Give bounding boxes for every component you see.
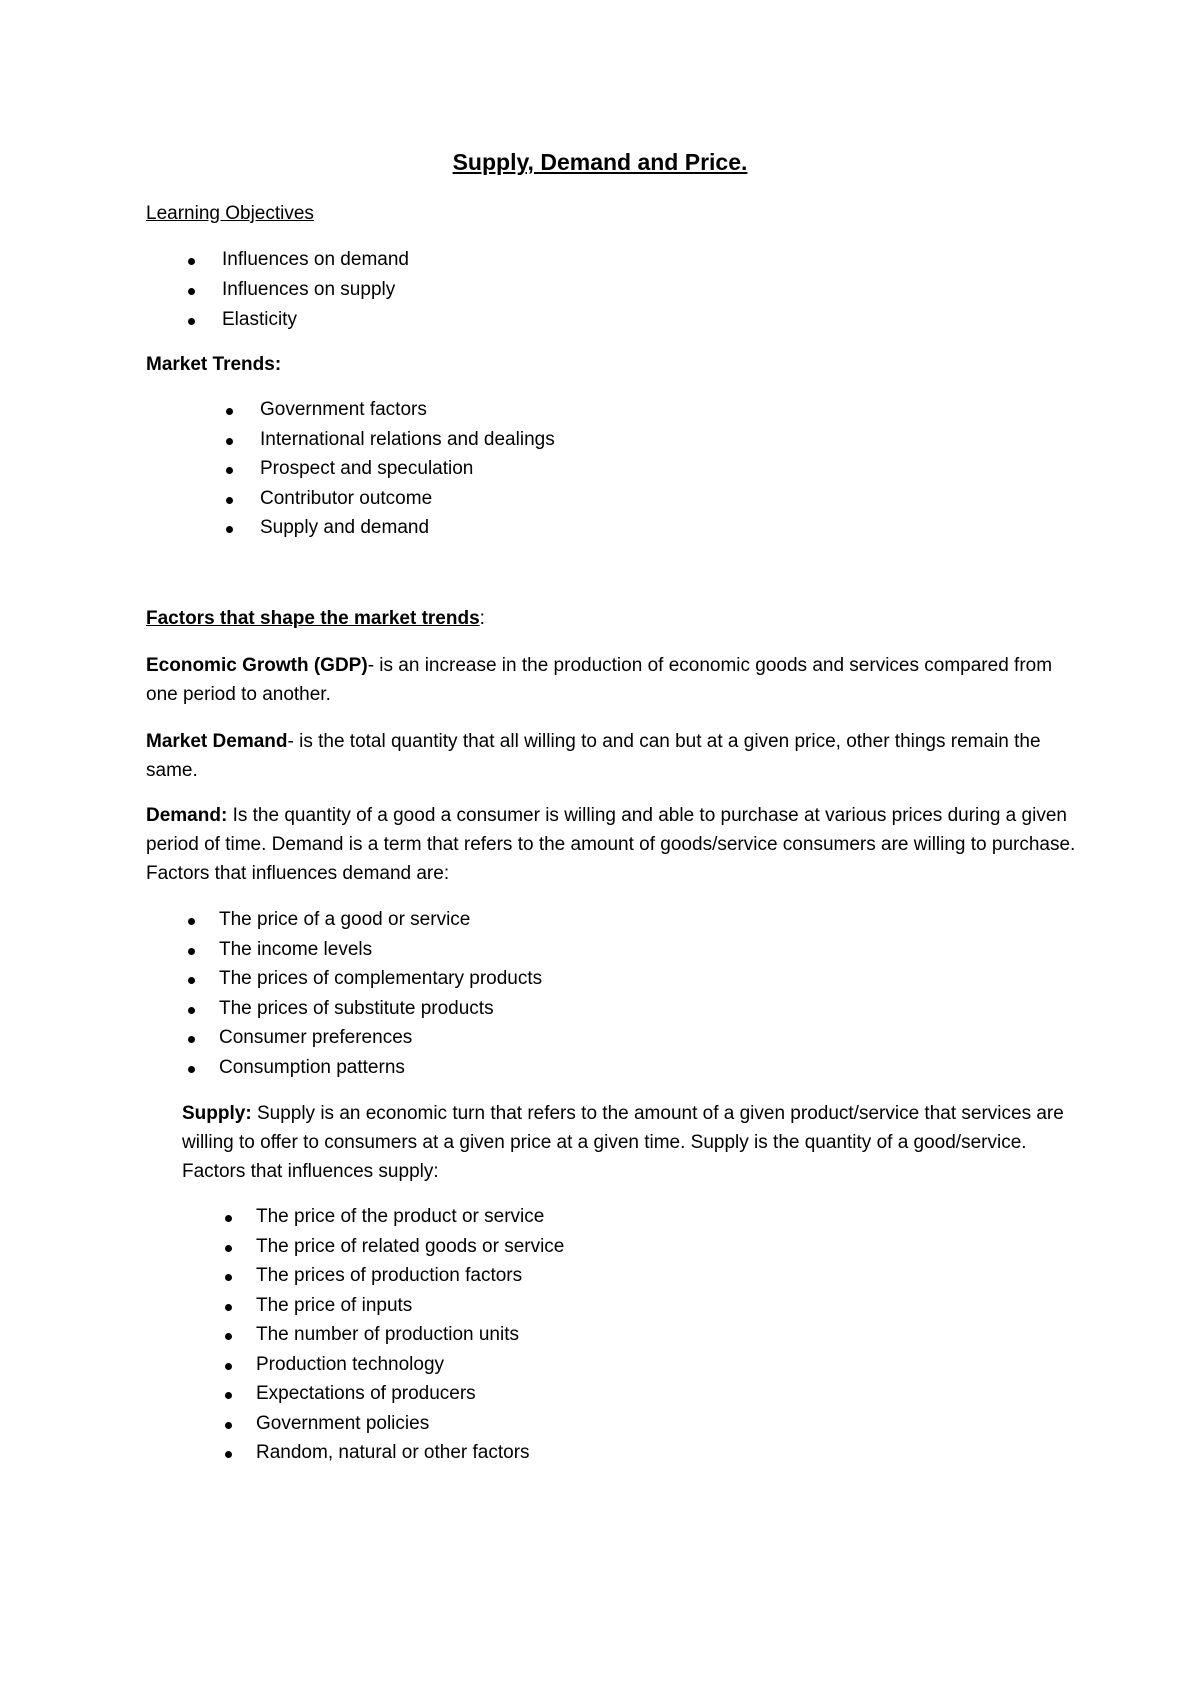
list-item: Prospect and speculation bbox=[260, 457, 555, 487]
bullet-icon bbox=[225, 1215, 232, 1222]
demand-term: Demand: bbox=[146, 805, 228, 826]
list-item: Random, natural or other factors bbox=[256, 1441, 564, 1471]
bullet-icon bbox=[188, 258, 195, 265]
list-item: The price of related goods or service bbox=[256, 1235, 564, 1265]
market-demand-term: Market Demand bbox=[146, 731, 288, 752]
list-item: The number of production units bbox=[256, 1323, 564, 1353]
economic-growth-term: Economic Growth (GDP) bbox=[146, 655, 368, 676]
supply-paragraph: Supply: Supply is an economic turn that refers to the amount of a given product/service that services are willing to offer to consumers at a given price at a given time. Supply is the quantity of a good/service. Factors that influences supply: bbox=[182, 1103, 1064, 1182]
list-item: The price of the product or service bbox=[256, 1205, 564, 1235]
market-trends-heading: Market Trends: bbox=[146, 354, 282, 375]
list-item: Government factors bbox=[260, 398, 555, 428]
bullet-icon bbox=[188, 1036, 195, 1043]
market-demand-paragraph: Market Demand- is the total quantity that all willing to and can but at a given price, other things remain the same. bbox=[146, 731, 1041, 781]
list-item: Production technology bbox=[256, 1353, 564, 1383]
market-trends-list bbox=[260, 398, 555, 546]
demand-factors-list bbox=[219, 908, 542, 1085]
page-title: Supply, Demand and Price. bbox=[452, 149, 748, 175]
learning-objectives-heading: Learning Objectives bbox=[146, 203, 314, 224]
supply-term: Supply: bbox=[182, 1103, 252, 1124]
bullet-icon bbox=[225, 1422, 232, 1429]
bullet-icon bbox=[226, 526, 233, 533]
bullet-icon bbox=[225, 1451, 232, 1458]
bullet-icon bbox=[188, 1007, 195, 1014]
bullet-icon bbox=[188, 318, 195, 325]
demand-paragraph: Demand: Is the quantity of a good a consumer is willing and able to purchase at various prices during a given period of time. Demand is a term that refers to the amount of goods/service consumers are willing to purchase. Factors that influences demand are: bbox=[146, 805, 1076, 884]
economic-growth-paragraph: Economic Growth (GDP)- is an increase in the production of economic goods and services compared from one period to another. bbox=[146, 655, 1053, 705]
list-item: Consumer preferences bbox=[219, 1026, 542, 1056]
bullet-icon bbox=[226, 408, 233, 415]
bullet-icon bbox=[225, 1392, 232, 1399]
bullet-icon bbox=[188, 977, 195, 984]
bullet-icon bbox=[225, 1245, 232, 1252]
bullet-icon bbox=[226, 467, 233, 474]
factors-heading: Factors that shape the market trends: bbox=[146, 608, 485, 629]
list-item: The price of inputs bbox=[256, 1294, 564, 1324]
list-item: The prices of complementary products bbox=[219, 967, 542, 997]
supply-factors-list bbox=[256, 1205, 564, 1471]
list-item: Influences on supply bbox=[222, 278, 409, 308]
bullet-icon bbox=[188, 288, 195, 295]
list-item: Government policies bbox=[256, 1412, 564, 1442]
bullet-icon bbox=[225, 1333, 232, 1340]
list-item: Supply and demand bbox=[260, 516, 555, 546]
list-item: The prices of substitute products bbox=[219, 997, 542, 1027]
bullet-icon bbox=[188, 918, 195, 925]
bullet-icon bbox=[188, 948, 195, 955]
list-item: Elasticity bbox=[222, 308, 409, 338]
list-item: Expectations of producers bbox=[256, 1382, 564, 1412]
list-item: The price of a good or service bbox=[219, 908, 542, 938]
list-item: Consumption patterns bbox=[219, 1056, 542, 1086]
list-item: Influences on demand bbox=[222, 248, 409, 278]
bullet-icon bbox=[225, 1304, 232, 1311]
bullet-icon bbox=[225, 1363, 232, 1370]
list-item: The prices of production factors bbox=[256, 1264, 564, 1294]
bullet-icon bbox=[188, 1066, 195, 1073]
bullet-icon bbox=[225, 1274, 232, 1281]
bullet-icon bbox=[226, 497, 233, 504]
list-item: The income levels bbox=[219, 938, 542, 968]
learning-objectives-list bbox=[222, 248, 409, 338]
list-item: International relations and dealings bbox=[260, 428, 555, 458]
list-item: Contributor outcome bbox=[260, 487, 555, 517]
bullet-icon bbox=[226, 438, 233, 445]
